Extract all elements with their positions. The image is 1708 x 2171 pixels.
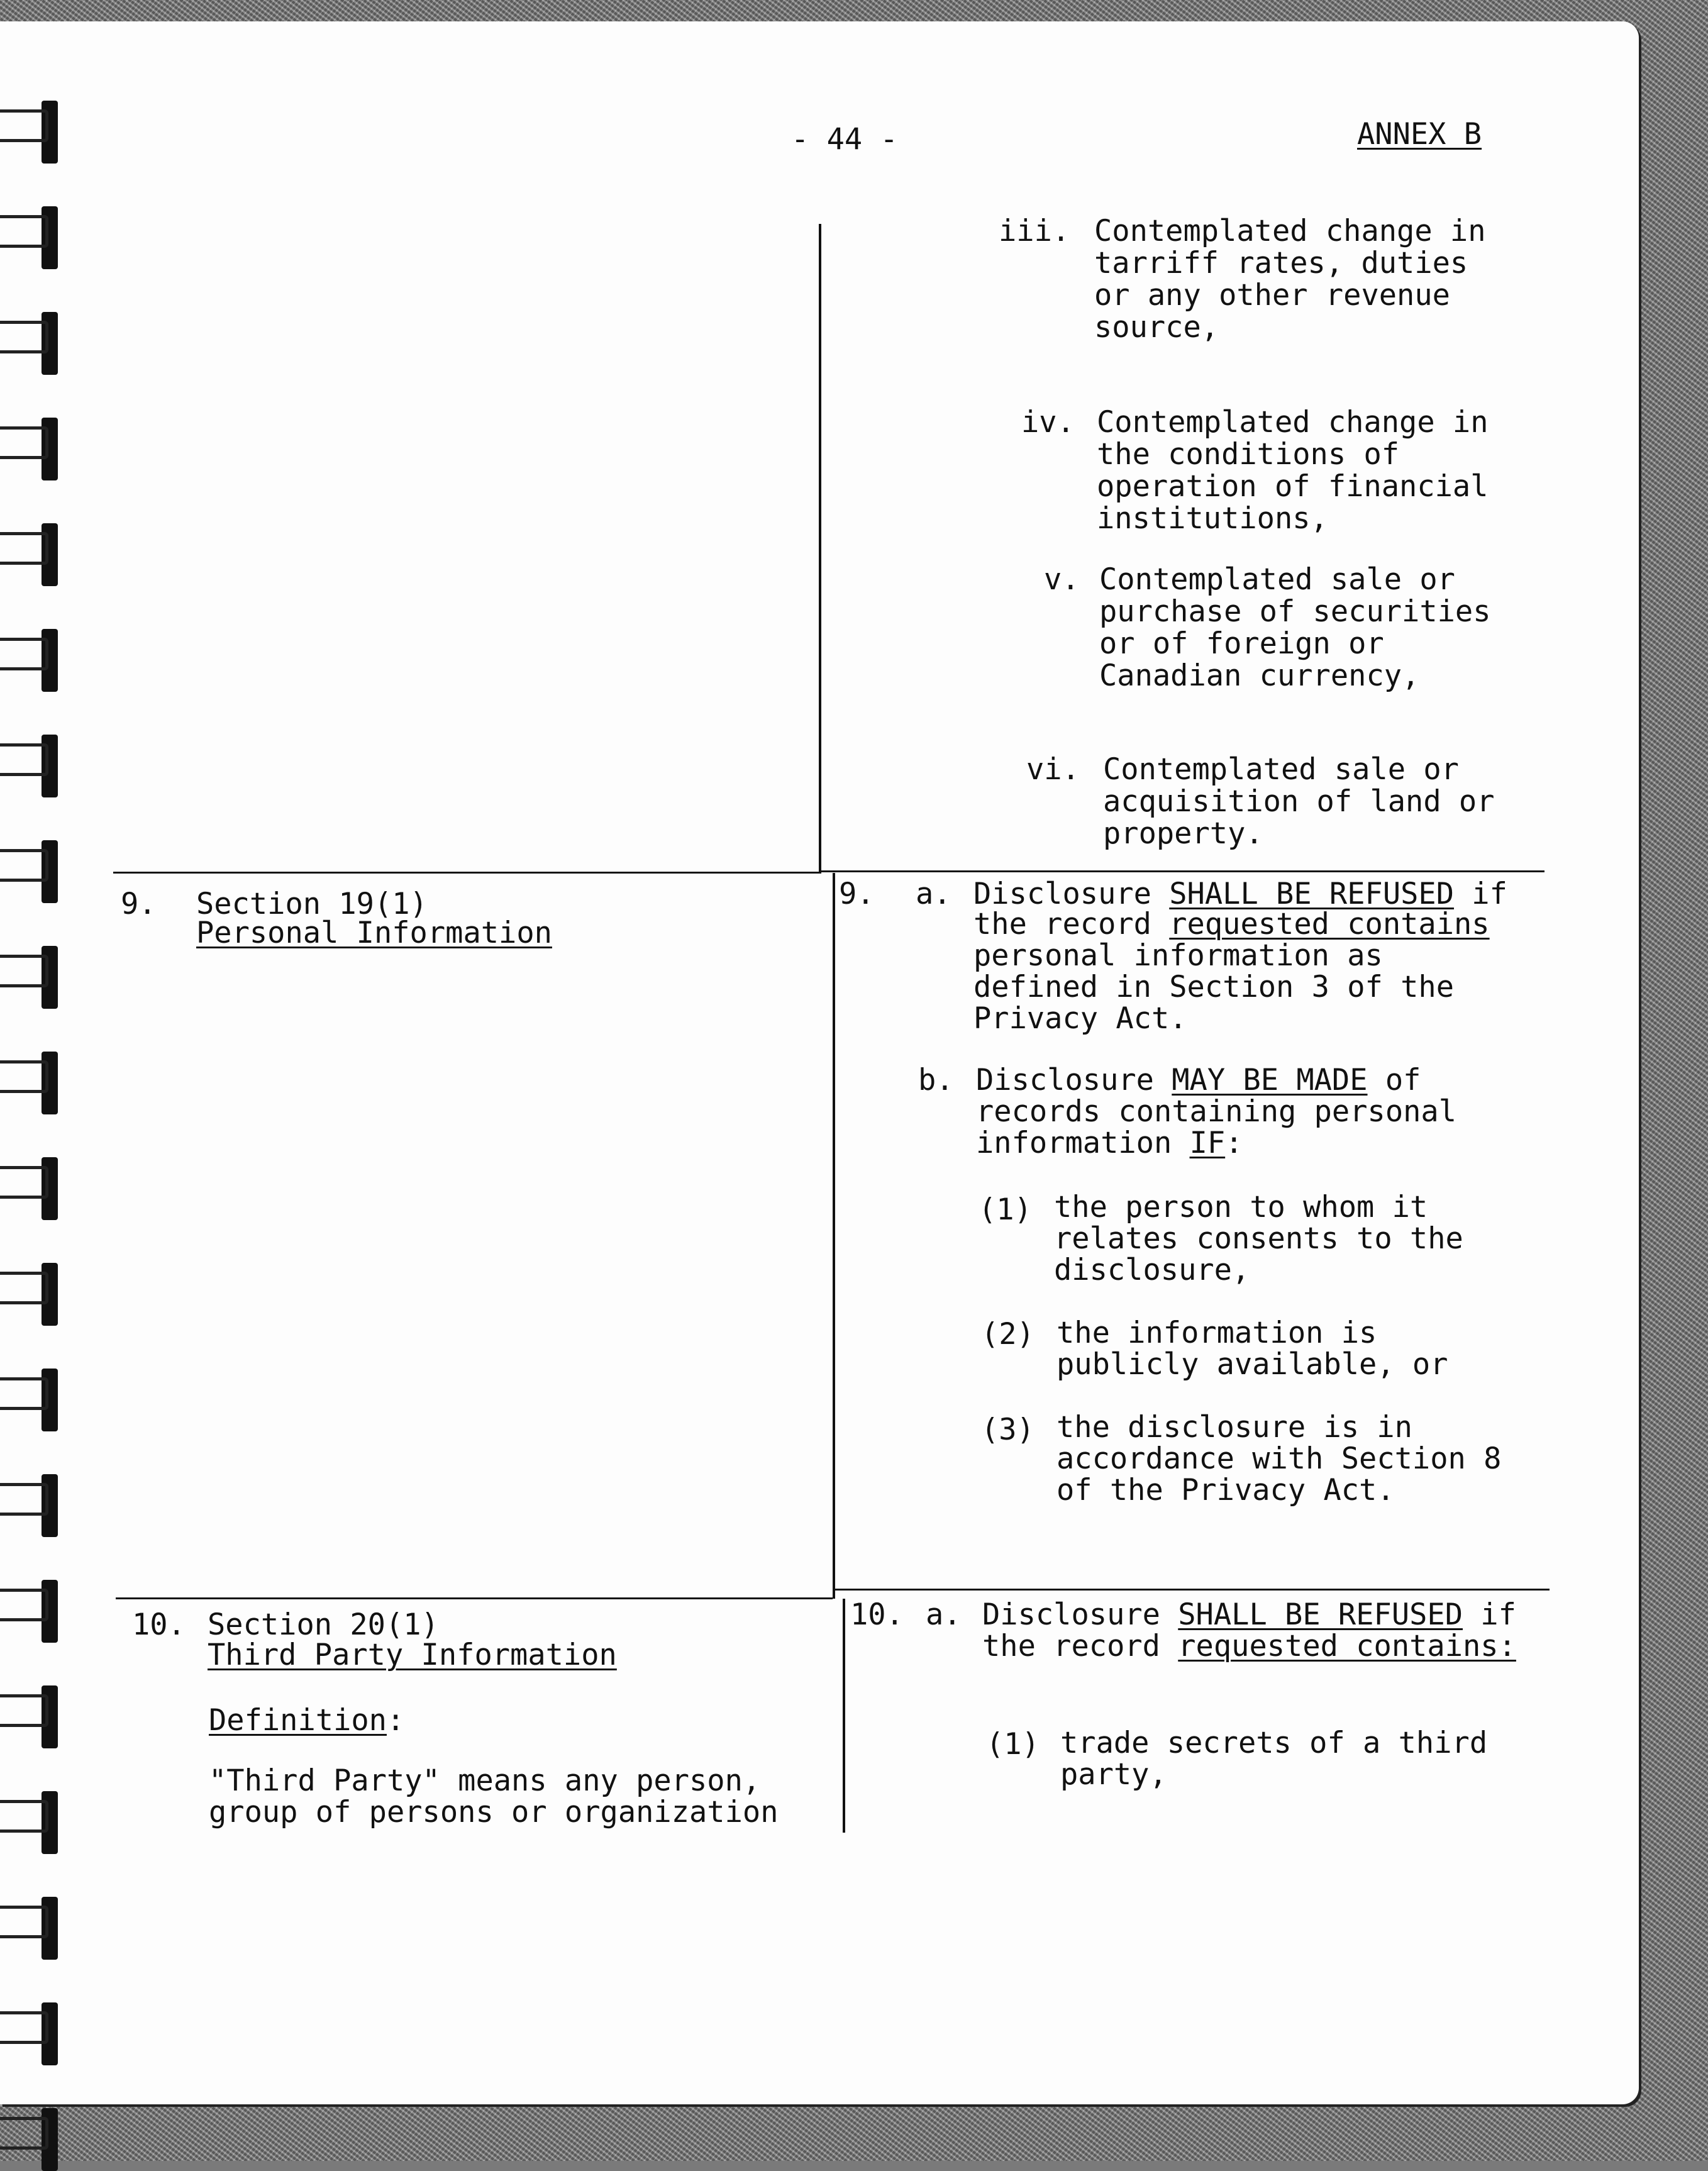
clause-letter: a.: [926, 1597, 962, 1632]
section-number: 9.: [121, 887, 157, 921]
binding-wire: [0, 109, 48, 142]
definition-heading: Definition:: [209, 1703, 405, 1738]
clause-line: the record requested contains:: [982, 1629, 1516, 1663]
definition-line: "Third Party" means any person,: [209, 1763, 761, 1798]
binding-wire: [0, 215, 48, 248]
clause-line: records containing personal: [976, 1094, 1457, 1129]
clause-line: Privacy Act.: [973, 1001, 1187, 1036]
item-number: vi.: [1026, 752, 1080, 787]
clause-line: Disclosure MAY BE MADE of: [976, 1063, 1421, 1097]
annex-label: ANNEX B: [1357, 117, 1482, 152]
binding-wire: [0, 1589, 48, 1621]
binding-wire: [0, 1272, 48, 1304]
clause-line: information IF:: [976, 1126, 1243, 1160]
item-line: operation of financial: [1097, 469, 1489, 504]
item-line: acquisition of land or: [1103, 784, 1495, 819]
subitem-line: accordance with Section 8: [1056, 1441, 1502, 1476]
clause-line: personal information as: [973, 938, 1383, 973]
section-10-rule-right: [833, 1589, 1550, 1591]
binding-wire: [0, 1800, 48, 1833]
clause-line: defined in Section 3 of the: [973, 970, 1455, 1004]
item-line: source,: [1094, 310, 1219, 345]
item-number: iv.: [1021, 405, 1075, 440]
item-line: institutions,: [1097, 501, 1328, 536]
binding-wire: [0, 1483, 48, 1516]
binding-wire: [0, 955, 48, 987]
clause-line: Disclosure SHALL BE REFUSED if: [982, 1597, 1516, 1632]
subitem-number: (3): [981, 1413, 1034, 1447]
definition-line: group of persons or organization: [209, 1795, 779, 1830]
clause-letter: b.: [918, 1063, 954, 1097]
clause-letter: a.: [916, 877, 951, 911]
subitem-line: the person to whom it: [1054, 1190, 1428, 1224]
section-subtitle: Third Party Information: [208, 1638, 617, 1672]
subitem-number: (1): [979, 1192, 1032, 1227]
binding-wire: [0, 532, 48, 565]
binding-wire: [0, 1377, 48, 1410]
binding-wire: [0, 321, 48, 353]
section-subtitle: Personal Information: [196, 916, 552, 950]
binding-wire: [0, 1060, 48, 1093]
emphasis-may-be-made: MAY BE MADE: [1172, 1063, 1368, 1097]
section-title: Section 20(1): [208, 1607, 439, 1642]
spiral-binding: [0, 0, 107, 2161]
item-line: Contemplated sale or: [1103, 752, 1459, 787]
item-line: Canadian currency,: [1099, 658, 1420, 693]
section-number: 9.: [839, 877, 875, 911]
emphasis-shall-be-refused: SHALL BE REFUSED: [1169, 877, 1455, 911]
binding-wire: [0, 426, 48, 459]
section-10-rule-left: [116, 1597, 833, 1599]
binding-wire: [0, 1166, 48, 1199]
subitem-line: publicly available, or: [1056, 1347, 1448, 1382]
binding-wire: [0, 1906, 48, 1938]
section-title: Section 19(1): [196, 887, 428, 921]
item-line: property.: [1103, 816, 1263, 851]
binding-wire: [0, 638, 48, 670]
section-number: 10.: [850, 1597, 904, 1632]
binding-wire: [0, 2011, 48, 2044]
item-number: iii.: [999, 214, 1070, 248]
emphasis-requested-contains: requested contains: [1169, 907, 1490, 941]
column-divider-bottom: [843, 1599, 845, 1833]
subitem-line: the disclosure is in: [1056, 1410, 1412, 1445]
item-line: purchase of securities: [1099, 594, 1491, 629]
subitem-line: trade secrets of a third: [1060, 1726, 1488, 1760]
column-divider-middle: [833, 873, 835, 1599]
section-9-rule-right: [821, 870, 1544, 872]
item-line: Contemplated change in: [1097, 405, 1489, 440]
subitem-number: (1): [986, 1727, 1040, 1762]
clause-line: the record requested contains: [973, 907, 1490, 941]
subitem-number: (2): [981, 1317, 1034, 1352]
subitem-line: party,: [1060, 1757, 1167, 1792]
item-line: tarriff rates, duties: [1094, 246, 1468, 280]
binding-wire: [0, 743, 48, 776]
page-number: - 44 -: [791, 122, 898, 157]
binding-wire: [0, 849, 48, 882]
clause-line: Disclosure SHALL BE REFUSED if: [973, 877, 1507, 911]
subitem-line: the information is: [1056, 1316, 1377, 1350]
section-number: 10.: [132, 1607, 186, 1642]
binding-wire: [0, 1694, 48, 1727]
section-9-rule-left: [113, 872, 821, 874]
item-line: Contemplated sale or: [1099, 562, 1455, 597]
subitem-line: disclosure,: [1054, 1253, 1250, 1287]
item-number: v.: [1044, 562, 1080, 597]
item-line: or of foreign or: [1099, 626, 1384, 661]
subitem-line: of the Privacy Act.: [1056, 1473, 1395, 1507]
emphasis-shall-be-refused: SHALL BE REFUSED: [1178, 1597, 1463, 1632]
column-divider-top: [819, 224, 821, 873]
item-line: Contemplated change in: [1094, 214, 1486, 248]
emphasis-if: IF: [1189, 1126, 1226, 1160]
emphasis-requested-contains: requested contains:: [1178, 1629, 1516, 1663]
subitem-line: relates consents to the: [1054, 1221, 1463, 1256]
item-line: the conditions of: [1097, 437, 1400, 472]
binding-wire: [0, 2117, 48, 2150]
item-line: or any other revenue: [1094, 278, 1450, 313]
